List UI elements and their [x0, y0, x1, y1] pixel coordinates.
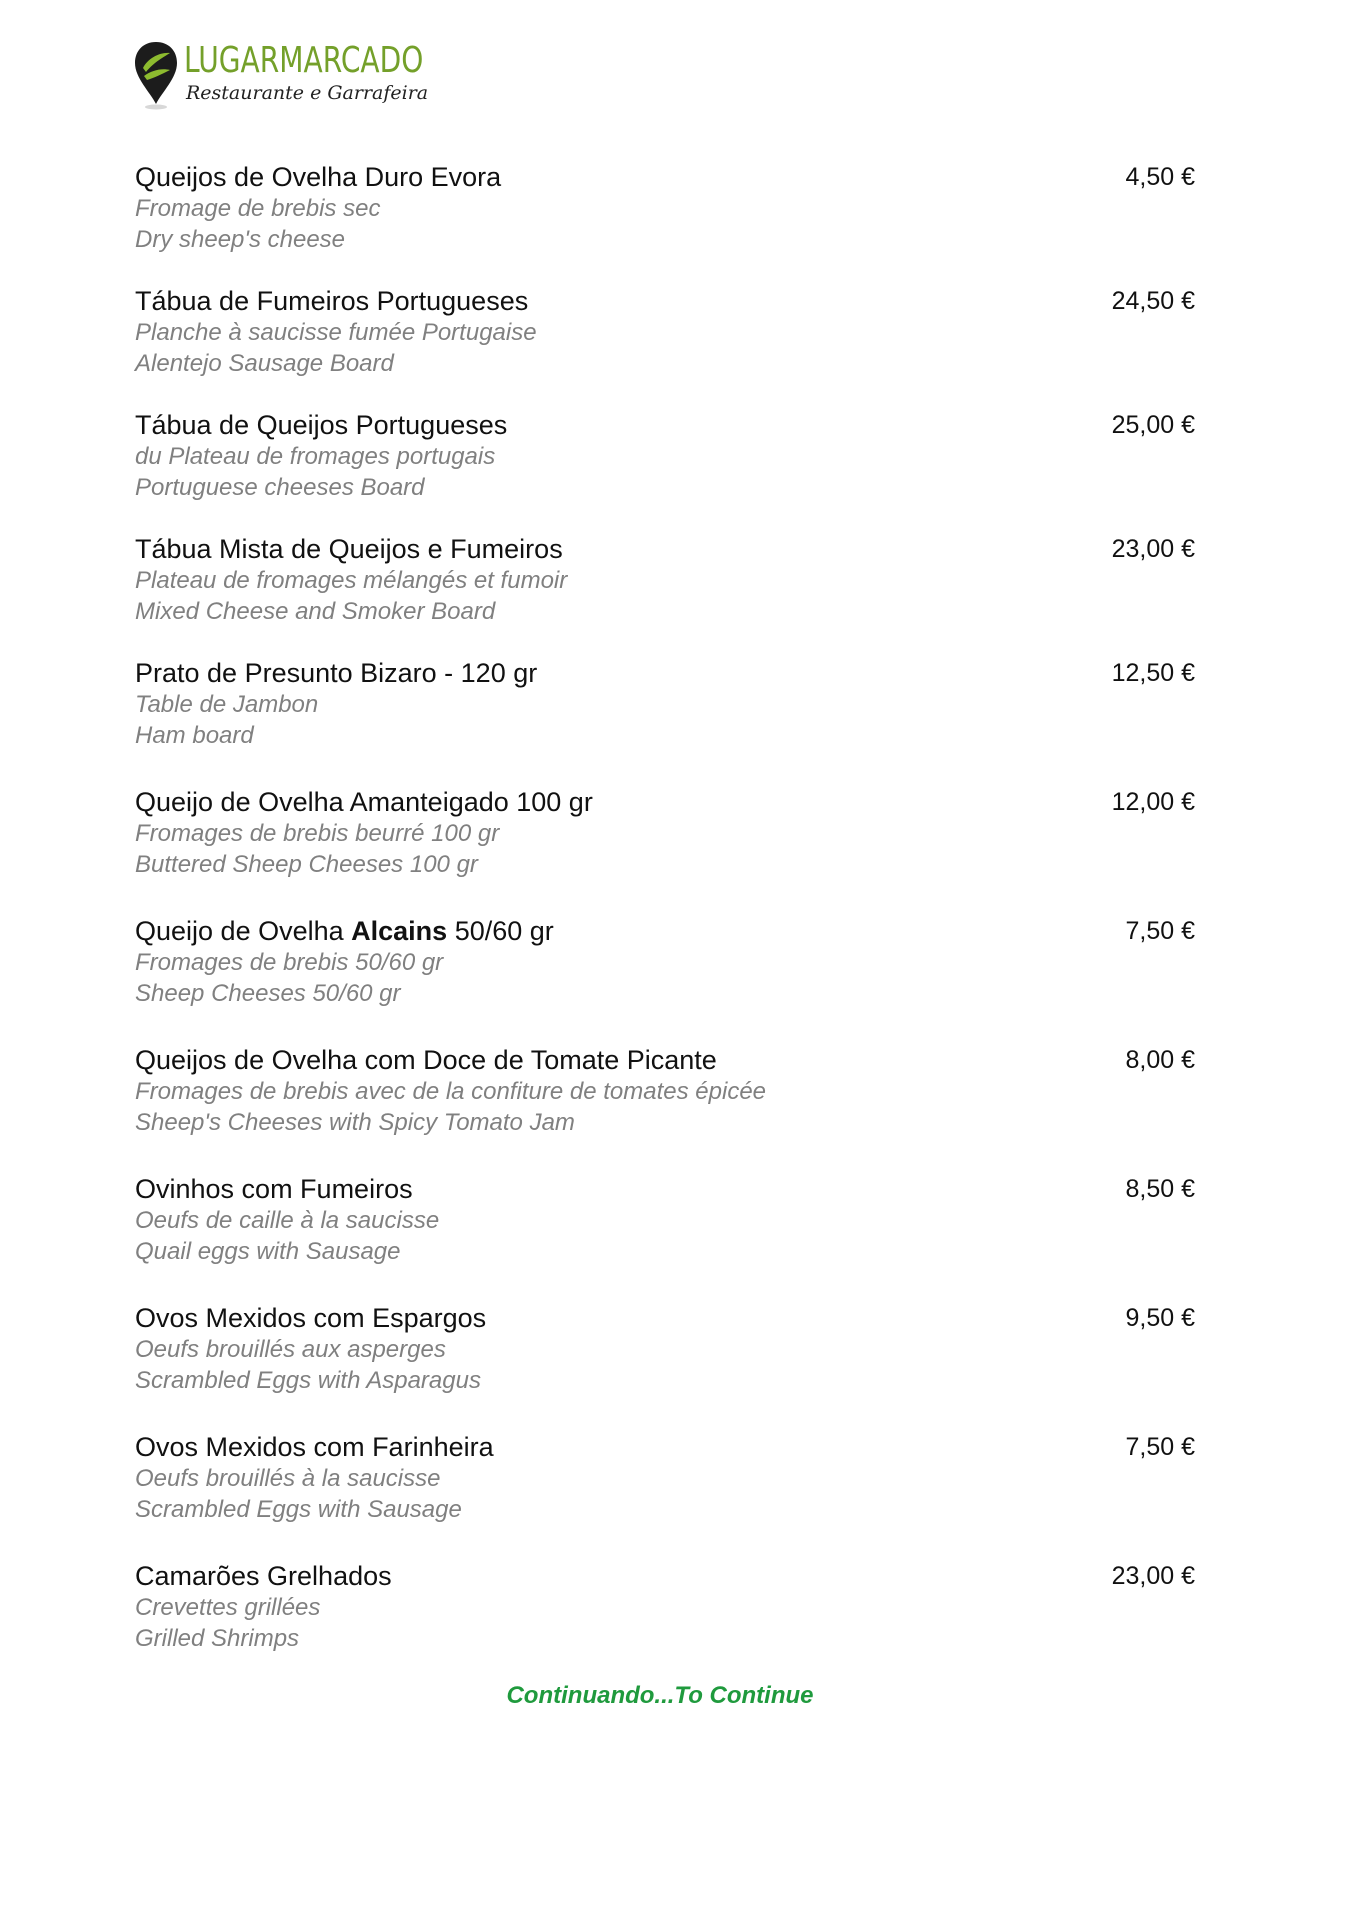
item-name: Ovos Mexidos com Espargos	[135, 1303, 487, 1333]
brand-tagline: Restaurante e Garrafeira	[186, 82, 429, 104]
menu-item	[135, 1172, 1195, 1271]
item-name-french: Planche à saucisse fumée Portugaise	[135, 319, 537, 346]
item-price: 12,50 €	[1111, 659, 1195, 687]
item-name-french: Oeufs de caille à la saucisse	[135, 1207, 440, 1234]
item-name: Queijos de Ovelha com Doce de Tomate Picante	[135, 1045, 717, 1075]
location-pin-icon	[132, 40, 180, 110]
brand-name: LUGARMARCADO	[184, 40, 424, 81]
item-name: Prato de Presunto Bizaro - 120 gr	[135, 658, 538, 688]
brand-logo	[132, 40, 429, 120]
menu-item	[135, 1301, 1195, 1400]
menu-item	[135, 914, 1195, 1013]
continue-note: Continuando...To Continue	[506, 1682, 814, 1709]
item-name: Tábua de Fumeiros Portugueses	[135, 286, 529, 316]
item-name-english: Quail eggs with Sausage	[135, 1238, 401, 1265]
menu-item	[135, 532, 1195, 626]
item-name-prefix: Queijo de Ovelha	[135, 916, 352, 946]
item-name-french: Table de Jambon	[135, 691, 319, 718]
item-name-english: Scrambled Eggs with Sausage	[135, 1496, 462, 1523]
item-name-french: Crevettes grillées	[135, 1594, 321, 1621]
item-price: 4,50 €	[1125, 163, 1195, 191]
item-name-french: Fromages de brebis avec de la confiture de tomates épicée	[135, 1078, 767, 1105]
item-name-suffix: 50/60 gr	[447, 916, 554, 946]
item-name-french: Plateau de fromages mélangés et fumoir	[135, 567, 568, 594]
item-name-english: Buttered Sheep Cheeses 100 gr	[135, 851, 478, 878]
item-name-french: du Plateau de fromages portugais	[135, 443, 496, 470]
item-price: 23,00 €	[1111, 535, 1195, 563]
item-price: 25,00 €	[1111, 411, 1195, 439]
item-name	[135, 914, 554, 948]
item-name-english: Alentejo Sausage Board	[135, 350, 394, 377]
item-name-french: Fromages de brebis 50/60 gr	[135, 949, 444, 976]
item-name-french: Oeufs brouillés aux asperges	[135, 1336, 446, 1363]
item-price: 7,50 €	[1125, 1433, 1195, 1461]
item-name: Ovos Mexidos com Farinheira	[135, 1432, 494, 1462]
menu-item	[135, 1559, 1195, 1653]
item-price: 8,50 €	[1125, 1175, 1195, 1203]
item-price: 12,00 €	[1111, 788, 1195, 816]
item-name-bold: Alcains	[351, 916, 448, 946]
menu-item	[135, 408, 1195, 502]
item-name-english: Grilled Shrimps	[135, 1625, 300, 1652]
item-price: 9,50 €	[1125, 1304, 1195, 1332]
item-name-english: Sheep's Cheeses with Spicy Tomato Jam	[135, 1109, 575, 1136]
item-name-french: Oeufs brouillés à la saucisse	[135, 1465, 441, 1492]
item-name: Queijo de Ovelha Amanteigado 100 gr	[135, 787, 593, 817]
menu-item	[135, 160, 1195, 254]
item-price: 24,50 €	[1111, 287, 1195, 315]
item-price: 23,00 €	[1111, 1562, 1195, 1590]
item-name-english: Ham board	[135, 722, 254, 749]
item-name-english: Mixed Cheese and Smoker Board	[135, 598, 496, 625]
item-name-english: Dry sheep's cheese	[135, 226, 346, 253]
menu-item	[135, 1430, 1195, 1529]
item-name-english: Sheep Cheeses 50/60 gr	[135, 980, 401, 1007]
menu-item	[135, 284, 1195, 378]
menu-item	[135, 1043, 1195, 1142]
item-name-french: Fromages de brebis beurré 100 gr	[135, 820, 500, 847]
item-price: 8,00 €	[1125, 1046, 1195, 1074]
item-name: Queijos de Ovelha Duro Evora	[135, 162, 502, 192]
item-name: Tábua de Queijos Portugueses	[135, 410, 508, 440]
menu-item	[135, 785, 1195, 884]
item-name: Camarões Grelhados	[135, 1561, 392, 1591]
item-price: 7,50 €	[1125, 917, 1195, 945]
item-name-english: Scrambled Eggs with Asparagus	[135, 1367, 481, 1394]
menu-item	[135, 656, 1195, 755]
item-name: Ovinhos com Fumeiros	[135, 1174, 413, 1204]
menu-list	[135, 160, 1195, 1683]
item-name-french: Fromage de brebis sec	[135, 195, 381, 222]
item-name: Tábua Mista de Queijos e Fumeiros	[135, 534, 563, 564]
item-name-english: Portuguese cheeses Board	[135, 474, 425, 501]
